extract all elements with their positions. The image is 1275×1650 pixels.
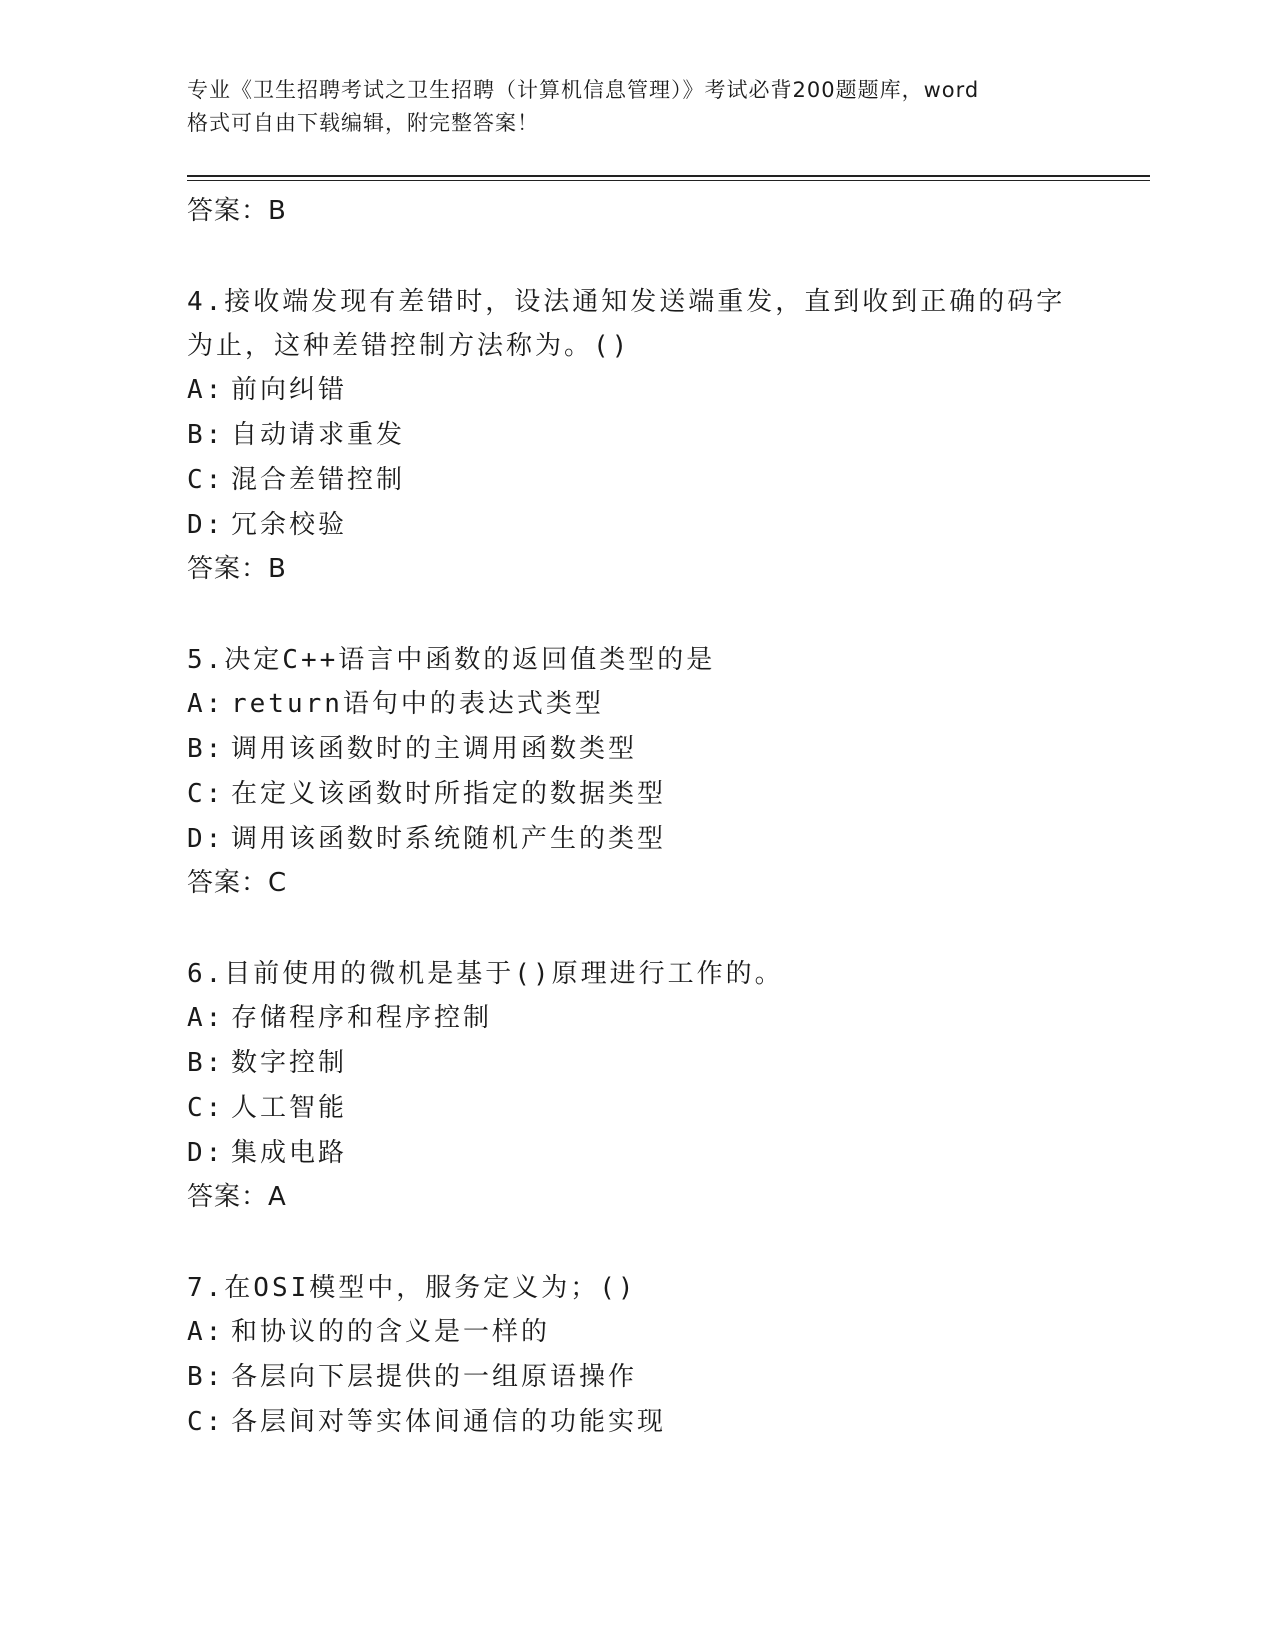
question-5-option-b: B: 调用该函数时的主调用函数类型 [187, 734, 638, 764]
question-4-answer: 答案：B [187, 554, 287, 584]
question-6-option-c: C: 人工智能 [187, 1093, 348, 1123]
question-5 [187, 638, 1087, 682]
question-6-option-d: D: 集成电路 [187, 1138, 348, 1168]
question-7-option-a: A: 和协议的的含义是一样的 [187, 1317, 551, 1347]
question-4 [187, 280, 1087, 368]
header-divider-thick [187, 175, 1150, 177]
document-header [187, 74, 1087, 140]
question-4-option-b: B: 自动请求重发 [187, 420, 406, 450]
header-divider-thin [187, 180, 1150, 181]
question-4-text-line-1: 4.接收端发现有差错时，设法通知发送端重发，直到收到正确的码字 [187, 287, 1066, 317]
header-line-1: 专业《卫生招聘考试之卫生招聘（计算机信息管理）》考试必背200题题库，word [187, 78, 980, 102]
question-6-option-a: A: 存储程序和程序控制 [187, 1003, 493, 1033]
question-5-answer: 答案：C [187, 868, 288, 898]
question-5-text-line-1: 5.决定C++语言中函数的返回值类型的是 [187, 645, 716, 675]
question-6-option-b: B: 数字控制 [187, 1048, 348, 1078]
question-list [187, 190, 1087, 1445]
question-5-option-a: A: return语句中的表达式类型 [187, 689, 604, 719]
question-7 [187, 1266, 1087, 1310]
question-6 [187, 952, 1087, 996]
question-7-option-b: B: 各层向下层提供的一组原语操作 [187, 1362, 638, 1392]
question-4-text-line-2: 为止，这种差错控制方法称为。() [187, 331, 631, 361]
question-6-answer: 答案：A [187, 1182, 287, 1212]
question-5-option-c: C: 在定义该函数时所指定的数据类型 [187, 779, 667, 809]
header-line-2: 格式可自由下载编辑，附完整答案！ [187, 111, 539, 135]
question-4-option-d: D: 冗余校验 [187, 510, 348, 540]
question-5-option-d: D: 调用该函数时系统随机产生的类型 [187, 824, 667, 854]
question-7-text-line-1: 7.在OSI模型中，服务定义为；() [187, 1273, 637, 1303]
question-6-text-line-1: 6.目前使用的微机是基于()原理进行工作的。 [187, 959, 784, 989]
answer-prev: 答案：B [187, 196, 287, 226]
question-7-option-c: C: 各层间对等实体间通信的功能实现 [187, 1407, 667, 1437]
question-4-option-c: C: 混合差错控制 [187, 465, 406, 495]
question-4-option-a: A: 前向纠错 [187, 375, 348, 405]
